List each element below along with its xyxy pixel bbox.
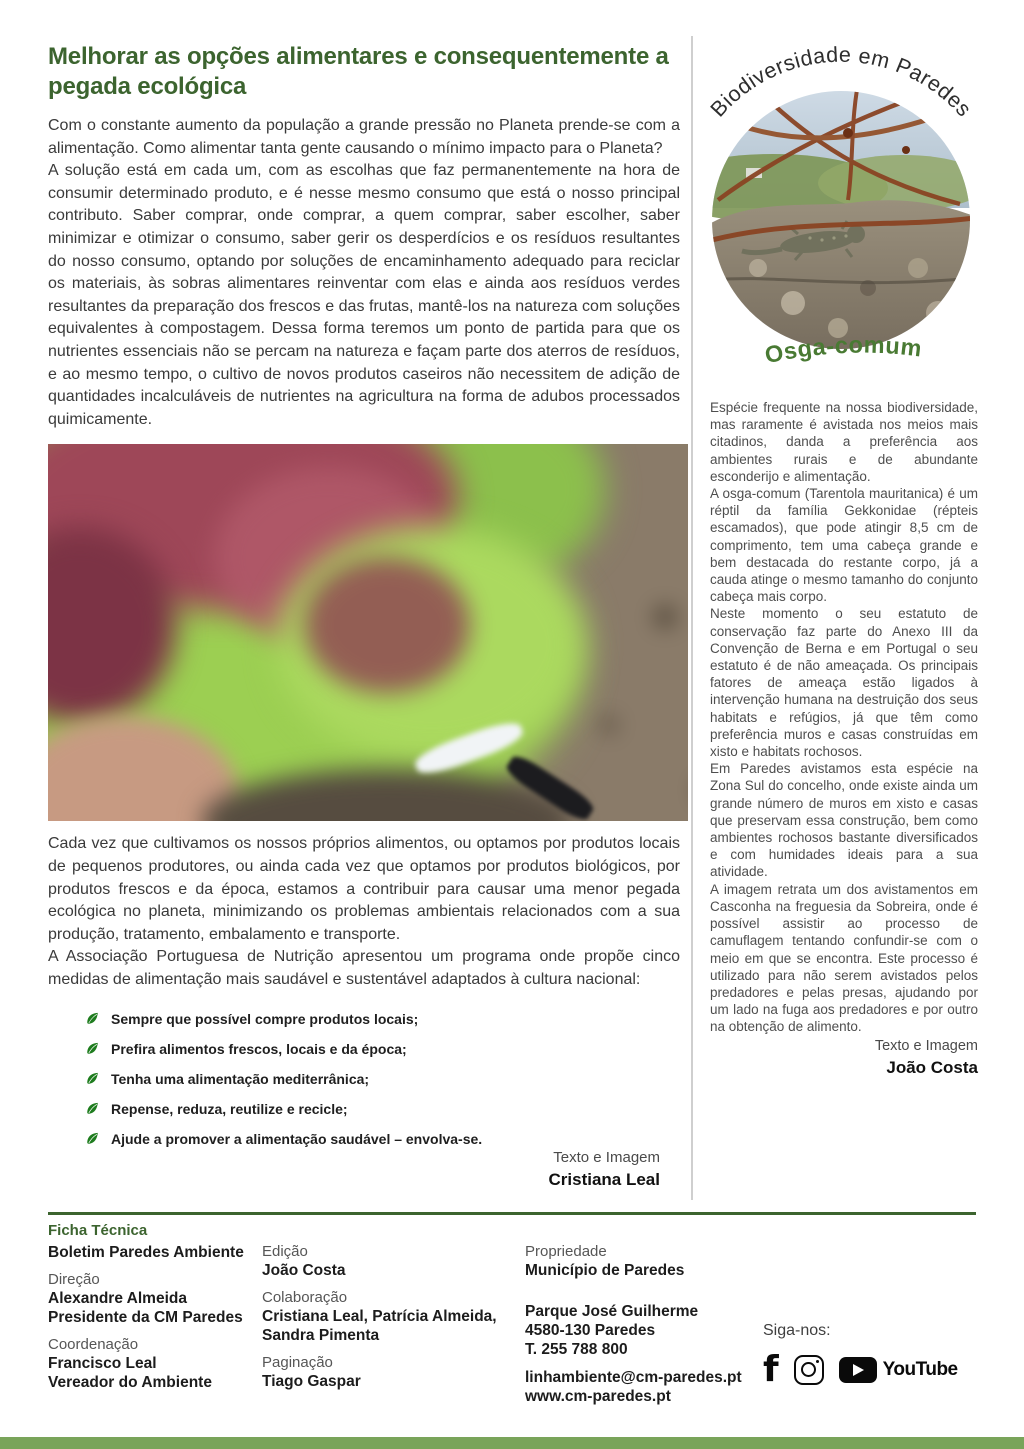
field-label: Propriedade <box>525 1243 607 1260</box>
field-value: João Costa <box>262 1262 346 1279</box>
field-label: Paginação <box>262 1354 333 1371</box>
sidebar-credit <box>710 1036 978 1080</box>
field-value: Município de Paredes <box>525 1262 685 1279</box>
sidebar-paragraph: A osga-comum (Tarentola mauritanica) é um réptil da família Gekkonidae (répteis escamados), que pode atingir 8,5 cm de comprimento, tem uma cabeça grande e bem destacada do restante corpo, já a cauda atinge o mesmo tamanho do conjunto cabeça mais corpo. <box>710 486 978 605</box>
instagram-icon[interactable] <box>794 1355 824 1385</box>
biodiversity-badge <box>698 28 998 380</box>
field-value: Sandra Pimenta <box>262 1327 380 1344</box>
field-label: Edição <box>262 1243 308 1260</box>
field-value: Tiago Gaspar <box>262 1373 361 1390</box>
leaf-bullet-icon <box>85 1131 100 1146</box>
article-title: Melhorar as opções alimentares e consequentemente a pegada ecológica <box>48 43 669 100</box>
credit-author: Cristiana Leal <box>548 1170 660 1189</box>
article-column <box>48 42 680 1160</box>
address-line: Parque José Guilherme <box>525 1303 699 1320</box>
email-link[interactable]: linhambiente@cm-paredes.pt <box>525 1369 742 1386</box>
footer-column-edition <box>262 1243 497 1391</box>
leaf-bullet-icon <box>85 1101 100 1116</box>
credit-label: Texto e Imagem <box>874 1038 978 1054</box>
footer-column-direction <box>48 1243 244 1392</box>
article-paragraph: Cada vez que cultivamos os nossos próprios alimentos, ou optamos por produtos locais de pequenos produtores, ou ainda cada vez que optamos por produtos biológicos, por produtos frescos e da época, estamos a contribuir para causar uma menor pegada ecológica no planeta, minimizando os problemas ambientais relacionados com a sua produção, tratamento, embalamento e transporte. <box>48 835 680 943</box>
osga-photo <box>698 74 988 353</box>
field-value: Francisco Leal <box>48 1355 157 1372</box>
credit-label: Texto e Imagem <box>553 1149 660 1166</box>
leaf-bullet-icon <box>85 1041 100 1056</box>
column-divider <box>691 36 693 1200</box>
tip-text: Prefira alimentos frescos, locais e da época; <box>111 1041 407 1058</box>
youtube-play-icon <box>839 1357 877 1383</box>
social-block <box>763 1322 958 1390</box>
youtube-wordmark: YouTube <box>882 1359 958 1380</box>
sidebar-paragraph: A imagem retrata um dos avistamentos em Casconha na freguesia da Sobreira, onde é possível assistir ao processo de camuflagem tentando confundir-se com o meio em que se encontra. Este processo é utilizado para não serem avistados pelos predadores e pelas presas, ajudando por um lado na fuga aos predadores e por outro na obtenção de alimento. <box>710 881 978 1035</box>
footer-heading: Ficha Técnica <box>48 1222 148 1239</box>
credit-author: João Costa <box>886 1058 978 1077</box>
lettuce-photo <box>48 444 688 821</box>
list-item <box>85 1040 680 1058</box>
list-item <box>85 1010 680 1028</box>
tip-text: Ajude a promover a alimentação saudável – envolva-se. <box>111 1131 483 1148</box>
badge-caption: Osga-comum <box>762 331 924 369</box>
youtube-icon[interactable] <box>839 1357 958 1383</box>
field-value: Cristiana Leal, Patrícia Almeida, <box>262 1308 497 1325</box>
leaf-bullet-icon <box>85 1011 100 1026</box>
field-value: Presidente da CM Paredes <box>48 1309 243 1326</box>
article-credit <box>48 1148 660 1192</box>
list-item <box>85 1070 680 1088</box>
sidebar-paragraph: Em Paredes avistamos esta espécie na Zona Sul do concelho, onde existe ainda um grande número de muros em xisto e casas que preservam essa construção, bem como ambientes rochosos bastante diversificados e com humidades ideais para a sua atividade. <box>710 761 978 880</box>
field-label: Direção <box>48 1271 100 1288</box>
article-paragraph: A Associação Portuguesa de Nutrição apresentou um programa onde propõe cinco medidas de alimentação mais saudável e sustentável adaptados à cultura nacional: <box>48 948 680 988</box>
field-label: Colaboração <box>262 1289 348 1306</box>
badge-arc-title: Biodiversidade em Paredes <box>705 42 977 122</box>
field-label: Coordenação <box>48 1336 139 1353</box>
address-line: 4580-130 Paredes <box>525 1322 656 1339</box>
tip-text: Repense, reduza, reutilize e recicle; <box>111 1101 348 1118</box>
list-item <box>85 1100 680 1118</box>
sidebar-paragraph: Espécie frequente na nossa biodiversidade, mas raramente é avistada nos meios mais citadinos, danda a preferência aos ambientes rurais e de abundante esconderijo e alimentação. <box>710 400 978 484</box>
article-paragraph: A solução está em cada um, com as escolhas que faz permanentemente na hora de consumir determinado produto, e é nesse mesmo consumo que está o nosso principal contributo. Saber comprar, onde comprar, a quem comprar, saber escolher, saber minimizar e otimizar o consumo, saber gerir os desperdícios e os resíduos resultantes do nosso consumo, optando por soluções de encaminhamento adequado para reciclar os materiais, às sobras alimentares reinventar com elas e ainda aos resíduos verdes resultantes da preparação dos frescos e das frutas, mantê-los na natureza com soluções equivalentes à compostagem. Dessa forma teremos um ponto de partida para que os nutrientes essenciais não se percam na natureza e façam parte dos aterros de resíduos, e ao mesmo tempo, o cultivo de novos produtos caseiros não necessitem de adição de quantidades incalculáveis de nutrientes na agricultura na forma de adubos processados quimicamente. <box>48 162 680 428</box>
sidebar-column <box>710 399 978 1036</box>
article-paragraph: Com o constante aumento da população a grande pressão no Planeta prende-se com a alimentação. Como alimentar tanta gente causando o mínimo impacto para o Planeta? <box>48 117 680 157</box>
footer-column-property <box>525 1243 742 1406</box>
follow-label: Siga-nos: <box>763 1322 831 1339</box>
tips-list <box>48 1010 680 1148</box>
sidebar-paragraph: Neste momento o seu estatuto de conservação faz parte do Anexo III da Convenção de Berna e em Portugal o seu estatuto é de não ameaçada. Os principais fatores de ameaça estão ligados à intervenção humana na destruição dos seus habitats e refúgios, já que têm como preferência muros e casas construídas em xisto e habitats rochosos. <box>710 606 978 760</box>
facebook-icon[interactable]: f <box>763 1349 779 1390</box>
website-link[interactable]: www.cm-paredes.pt <box>525 1388 671 1405</box>
leaf-bullet-icon <box>85 1071 100 1086</box>
tip-text: Sempre que possível compre produtos locais; <box>111 1011 419 1028</box>
phone-number: T. 255 788 800 <box>525 1341 628 1358</box>
field-value: Alexandre Almeida <box>48 1290 187 1307</box>
field-value: Vereador do Ambiente <box>48 1374 212 1391</box>
tip-text: Tenha uma alimentação mediterrânica; <box>111 1071 370 1088</box>
bottom-brand-bar <box>0 1437 1024 1449</box>
bulletin-name: Boletim Paredes Ambiente <box>48 1244 244 1261</box>
list-item <box>85 1130 680 1148</box>
footer-rule <box>48 1212 976 1215</box>
